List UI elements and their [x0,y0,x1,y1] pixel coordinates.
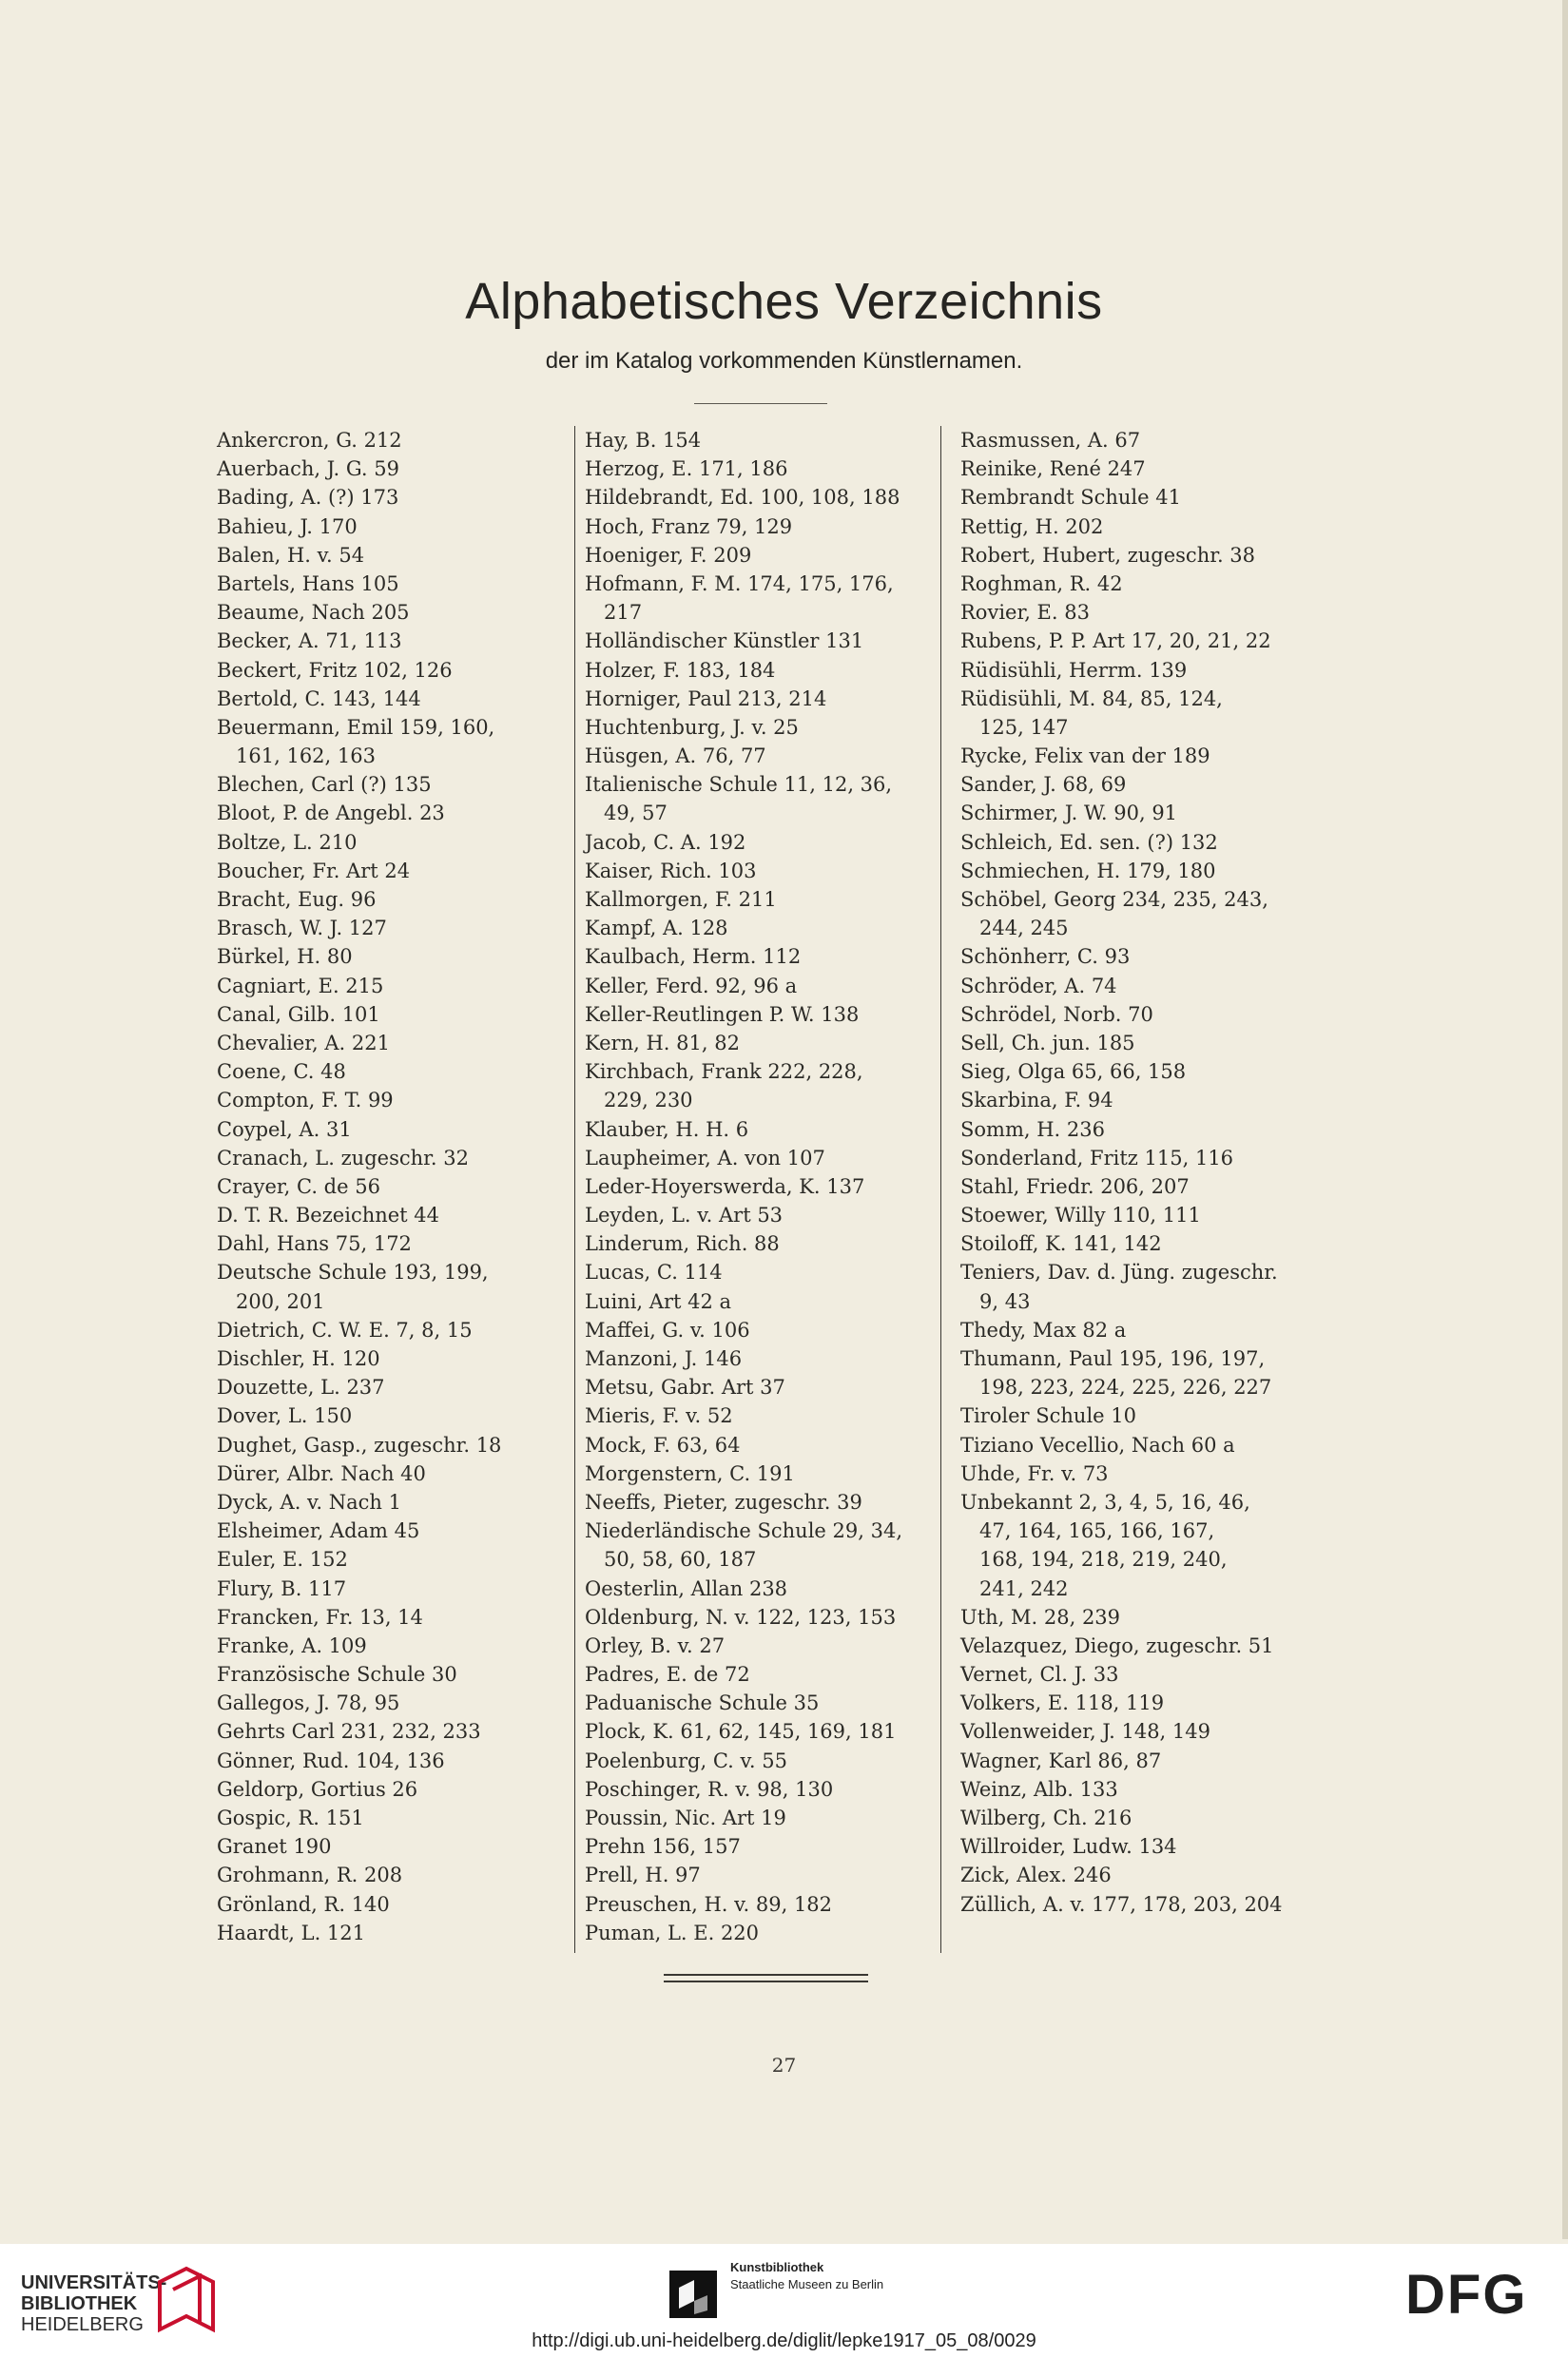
index-entry: Wilberg, Ch. 216 [960,1807,1132,1829]
index-entry: 244, 245 [960,917,1069,940]
index-entry: Brasch, W. J. 127 [217,917,387,940]
index-entry: Bracht, Eug. 96 [217,888,377,911]
index-entry: Bading, A. (?) 173 [217,486,399,510]
index-entry: Neeffs, Pieter, zugeschr. 39 [585,1490,862,1514]
index-entry: 198, 223, 224, 225, 226, 227 [960,1376,1272,1400]
library-line-1: UNIVERSITÄTS- [21,2272,167,2293]
index-entry: Luini, Art 42 a [585,1289,732,1313]
index-entry: 241, 242 [960,1576,1069,1600]
index-entry: Schrödel, Norb. 70 [960,1002,1153,1026]
index-entry: Kaulbach, Herm. 112 [585,945,802,969]
index-entry: Schleich, Ed. sen. (?) 132 [960,830,1218,854]
index-entry: 125, 147 [960,715,1069,739]
index-entry: 229, 230 [585,1089,693,1112]
index-entry: Puman, L. E. 220 [585,1921,760,1944]
library-name [21,2272,166,2335]
index-entry: Sieg, Olga 65, 66, 158 [960,1060,1187,1084]
index-entry: Niederländische Schule 29, 34, [585,1519,903,1543]
index-entry: Kaiser, Rich. 103 [585,859,757,882]
index-entry: Stoiloff, K. 141, 142 [960,1232,1162,1256]
index-entry: Rovier, E. 83 [960,601,1090,625]
index-entry: Manzoni, J. 146 [585,1347,743,1370]
index-entry: Dahl, Hans 75, 172 [217,1232,412,1256]
index-column-3 [940,426,1321,1953]
index-entry: Geldorp, Gortius 26 [217,1777,418,1801]
index-entry: Rycke, Felix van der 189 [960,744,1210,768]
index-entry: Poussin, Nic. Art 19 [585,1807,786,1829]
index-entry: Beckert, Fritz 102, 126 [217,658,453,682]
index-entry: Volkers, E. 118, 119 [960,1691,1165,1715]
index-entry: Mock, F. 63, 64 [585,1433,741,1457]
index-entry: Keller, Ferd. 92, 96 a [585,974,798,997]
library-line-3: HEIDELBERG [21,2314,144,2335]
index-entry: Dughet, Gasp., zugeschr. 18 [217,1433,502,1457]
index-entry: Somm, H. 236 [960,1117,1105,1141]
index-entry: Stahl, Friedr. 206, 207 [960,1174,1190,1198]
index-entry: Gönner, Rud. 104, 136 [217,1749,445,1772]
index-entry: Bloot, P. de Angebl. 23 [217,802,445,825]
index-entry: Unbekannt 2, 3, 4, 5, 16, 46, [960,1490,1250,1514]
index-entry: Zick, Alex. 246 [960,1864,1112,1887]
index-entry: 50, 58, 60, 187 [585,1548,757,1572]
dfg-logo: DFG [1405,2264,1528,2326]
index-entry: Tiroler Schule 10 [960,1404,1137,1428]
index-entry: Bürkel, H. 80 [217,945,353,969]
index-entry: Franke, A. 109 [217,1633,367,1657]
index-entry: Skarbina, F. 94 [960,1089,1113,1112]
index-entry: Mieris, F. v. 52 [585,1404,733,1428]
index-entry: Gospic, R. 151 [217,1807,364,1829]
kb-line-1: Kunstbibliothek [730,2260,824,2274]
index-entry: Laupheimer, A. von 107 [585,1146,825,1169]
index-entry: 161, 162, 163 [217,744,376,768]
index-entry: Kampf, A. 128 [585,917,728,940]
index-entry: Grohmann, R. 208 [217,1864,403,1887]
index-entry: Morgenstern, C. 191 [585,1461,795,1485]
index-entry: Jacob, C. A. 192 [585,830,746,854]
index-entry: Oldenburg, N. v. 122, 123, 153 [585,1605,897,1629]
kunstbibliothek-logo-icon [666,2267,721,2322]
index-entry: Paduanische Schule 35 [585,1691,820,1715]
index-entry: Dischler, H. 120 [217,1347,380,1370]
index-entry: Prell, H. 97 [585,1864,701,1887]
index-entry: Thumann, Paul 195, 196, 197, [960,1347,1266,1370]
index-entry: D. T. R. Bezeichnet 44 [217,1204,440,1227]
index-entry: Granet 190 [217,1835,332,1859]
title-divider [694,403,827,404]
index-entry: Maffei, G. v. 106 [585,1318,750,1342]
index-entry: Balen, H. v. 54 [217,543,365,567]
index-entry: Sonderland, Fritz 115, 116 [960,1146,1234,1169]
index-entry: Grönland, R. 140 [217,1892,390,1916]
index-entry: Bahieu, J. 170 [217,514,358,538]
index-entry: Robert, Hubert, zugeschr. 38 [960,543,1256,567]
index-entry: Schönherr, C. 93 [960,945,1131,969]
index-entry: Dürer, Albr. Nach 40 [217,1461,426,1485]
index-entry: Compton, F. T. 99 [217,1089,394,1112]
index-entry: Wagner, Karl 86, 87 [960,1749,1162,1772]
index-entry: Stoewer, Willy 110, 111 [960,1204,1201,1227]
index-entry: Huchtenburg, J. v. 25 [585,715,799,739]
index-entry: Dietrich, C. W. E. 7, 8, 15 [217,1318,473,1342]
index-entry: Hüsgen, A. 76, 77 [585,744,766,768]
index-entry: 47, 164, 165, 166, 167, [960,1519,1215,1543]
kb-line-2: Staatliche Museen zu Berlin [730,2277,884,2291]
index-entry: Padres, E. de 72 [585,1663,750,1687]
index-entry: Bertold, C. 143, 144 [217,686,421,710]
index-entry: Vernet, Cl. J. 33 [960,1663,1119,1687]
index-entry: Uhde, Fr. v. 73 [960,1461,1109,1485]
index-entry: Kirchbach, Frank 222, 228, [585,1060,863,1084]
index-entry: Francken, Fr. 13, 14 [217,1605,423,1629]
index-entry: Leyden, L. v. Art 53 [585,1204,784,1227]
index-entry: Cagniart, E. 215 [217,974,384,997]
index-entry: Holzer, F. 183, 184 [585,658,776,682]
page-subtitle: der im Katalog vorkommenden Künstlernamen. [545,348,1023,374]
index-entry: Velazquez, Diego, zugeschr. 51 [960,1633,1274,1657]
index-entry: Teniers, Dav. d. Jüng. zugeschr. [960,1261,1278,1285]
index-entry: Poschinger, R. v. 98, 130 [585,1777,834,1801]
index-entry: Cranach, L. zugeschr. 32 [217,1146,469,1169]
index-entry: Linderum, Rich. 88 [585,1232,780,1256]
index-entry: Bartels, Hans 105 [217,571,399,595]
index-entry: 217 [585,601,643,625]
index-entry: 49, 57 [585,802,668,825]
index-entry: Auerbach, J. G. 59 [217,457,399,481]
index-entry: Preuschen, H. v. 89, 182 [585,1892,833,1916]
index-entry: Französische Schule 30 [217,1663,457,1687]
index-entry: Italienische Schule 11, 12, 36, [585,773,893,797]
index-entry: 9, 43 [960,1289,1031,1313]
kunstbibliothek-name [730,2259,883,2293]
index-entry: Holländischer Künstler 131 [585,629,864,653]
index-entry: Rubens, P. P. Art 17, 20, 21, 22 [960,629,1271,653]
index-entry: Schöbel, Georg 234, 235, 243, [960,888,1268,911]
index-entry: Dyck, A. v. Nach 1 [217,1490,401,1514]
closing-rule-top [664,1974,868,1976]
index-entry: Metsu, Gabr. Art 37 [585,1376,785,1400]
index-entry: Boltze, L. 210 [217,830,358,854]
index-entry: Blechen, Carl (?) 135 [217,773,432,797]
index-entry: Lucas, C. 114 [585,1261,723,1285]
index-entry: Schmiechen, H. 179, 180 [960,859,1216,882]
index-entry: Schröder, A. 74 [960,974,1117,997]
index-entry: Canal, Gilb. 101 [217,1002,380,1026]
index-entry: Beaume, Nach 205 [217,601,410,625]
index-entry: Gallegos, J. 78, 95 [217,1691,400,1715]
index-entry: Dover, L. 150 [217,1404,353,1428]
closing-rule-bottom [664,1981,868,1982]
index-entry: Becker, A. 71, 113 [217,629,402,653]
index-entry: Gehrts Carl 231, 232, 233 [217,1720,481,1744]
index-entry: Weinz, Alb. 133 [960,1777,1118,1801]
index-entry: Oesterlin, Allan 238 [585,1576,788,1600]
index-entry: Rüdisühli, Herrm. 139 [960,658,1188,682]
index-entry: Elsheimer, Adam 45 [217,1519,420,1543]
index-entry: Uth, M. 28, 239 [960,1605,1121,1629]
index-entry: Boucher, Fr. Art 24 [217,859,411,882]
index-entry: Keller-Reutlingen P. W. 138 [585,1002,860,1026]
index-entry: Sander, J. 68, 69 [960,773,1127,797]
index-entry: Rasmussen, A. 67 [960,429,1141,452]
library-line-2: BIBLIOTHEK [21,2293,138,2314]
permalink-url[interactable]: http://digi.ub.uni-heidelberg.de/diglit/lepke1917_05_08/0029 [532,2330,1036,2351]
index-entry: Hay, B. 154 [585,429,702,452]
index-entry: Herzog, E. 171, 186 [585,457,788,481]
index-entry: Hoeniger, F. 209 [585,543,752,567]
index-entry: Kern, H. 81, 82 [585,1031,740,1054]
index-entry: Orley, B. v. 27 [585,1633,726,1657]
index-entry: Beuermann, Emil 159, 160, [217,715,495,739]
index-entry: Poelenburg, C. v. 55 [585,1749,787,1772]
index-entry: Reinike, René 247 [960,457,1146,481]
index-column-2 [574,426,940,1953]
index-entry: Sell, Ch. jun. 185 [960,1031,1135,1054]
page-title: Alphabetisches Verzeichnis [465,273,1103,330]
footer-bar [0,2244,1568,2358]
index-entry: 200, 201 [217,1289,325,1313]
university-library-logo-icon [154,2261,219,2337]
index-column-1 [217,426,574,1953]
index-entry: Vollenweider, J. 148, 149 [960,1720,1210,1744]
index-entry: Crayer, C. de 56 [217,1174,380,1198]
index-entry: Prehn 156, 157 [585,1835,741,1859]
page-number: 27 [771,2054,797,2077]
index-entry: Plock, K. 61, 62, 145, 169, 181 [585,1720,897,1744]
index-entry: Chevalier, A. 221 [217,1031,390,1054]
index-entry: Horniger, Paul 213, 214 [585,686,827,710]
index-entry: Hildebrandt, Ed. 100, 108, 188 [585,486,900,510]
index-entry: 168, 194, 218, 219, 240, [960,1548,1228,1572]
index-entry: Deutsche Schule 193, 199, [217,1261,489,1285]
index-entry: Flury, B. 117 [217,1576,347,1600]
index-entry: Rettig, H. 202 [960,514,1104,538]
index-entry: Schirmer, J. W. 90, 91 [960,802,1178,825]
index-entry: Tiziano Vecellio, Nach 60 a [960,1433,1235,1457]
index-entry: Willroider, Ludw. 134 [960,1835,1177,1859]
scan-edge [1562,0,1568,2239]
index-entry: Kallmorgen, F. 211 [585,888,777,911]
index-entry: Rembrandt Schule 41 [960,486,1181,510]
index-entry: Züllich, A. v. 177, 178, 203, 204 [960,1892,1283,1916]
index-entry: Thedy, Max 82 a [960,1318,1127,1342]
index-entry: Hofmann, F. M. 174, 175, 176, [585,571,894,595]
index-entry: Haardt, L. 121 [217,1921,366,1944]
index-entry: Euler, E. 152 [217,1548,348,1572]
index-entry: Ankercron, G. 212 [217,429,402,452]
index-entry: Hoch, Franz 79, 129 [585,514,793,538]
index-entry: Rüdisühli, M. 84, 85, 124, [960,686,1223,710]
index-entry: Klauber, H. H. 6 [585,1117,749,1141]
index-entry: Douzette, L. 237 [217,1376,385,1400]
index-entry: Roghman, R. 42 [960,571,1123,595]
index-entry: Leder-Hoyerswerda, K. 137 [585,1174,865,1198]
index-entry: Coene, C. 48 [217,1060,346,1084]
index-entry: Coypel, A. 31 [217,1117,352,1141]
